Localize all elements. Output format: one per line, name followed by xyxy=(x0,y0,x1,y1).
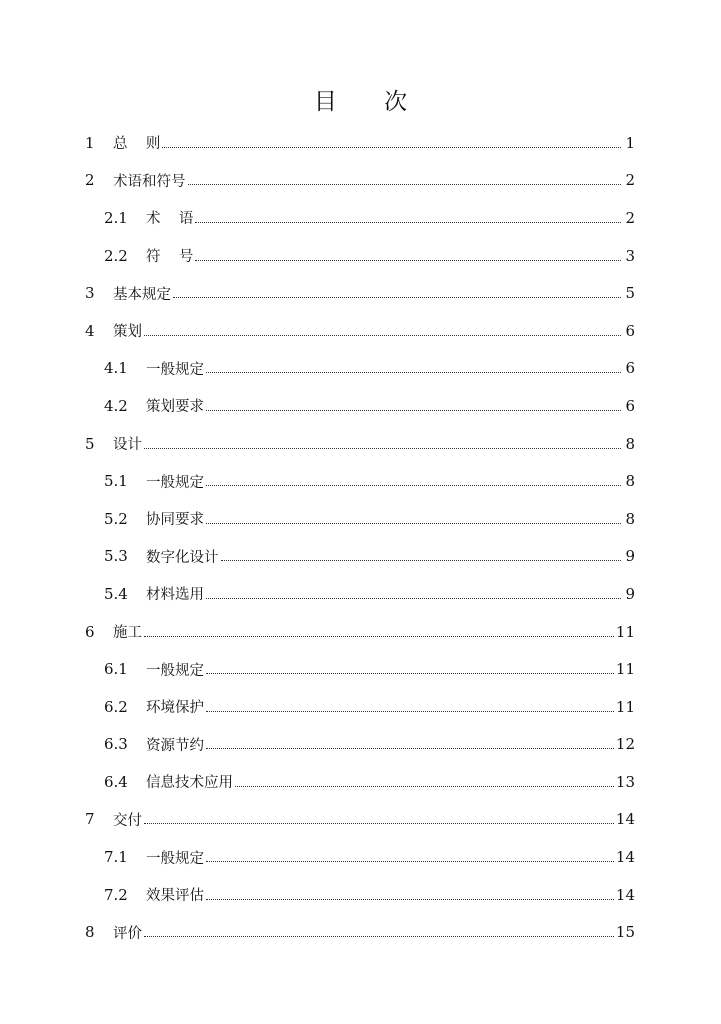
toc-entry[interactable] xyxy=(85,312,635,350)
toc-entry-label: 术语和符号 xyxy=(113,173,186,190)
toc-entry-number: 2.1 xyxy=(104,208,128,227)
toc-entry-page-number: 8 xyxy=(625,434,635,453)
toc-entry-page-number: 6 xyxy=(625,359,635,378)
toc-entry-number: 5.4 xyxy=(104,584,128,603)
toc-entry[interactable] xyxy=(85,575,635,613)
toc-entry-label: 效果评估 xyxy=(146,888,204,905)
toc-entry-label: 数字化设计 xyxy=(146,549,219,566)
toc-entry-label: 评价 xyxy=(113,925,142,942)
toc-entry-label: 一般规定 xyxy=(146,850,204,867)
dot-leader xyxy=(144,822,614,824)
toc-entry[interactable] xyxy=(85,425,635,463)
toc-entry-page-number: 12 xyxy=(615,735,635,754)
toc-entry[interactable] xyxy=(85,350,635,388)
toc-entry-label: 环境保护 xyxy=(146,700,204,717)
toc-entry[interactable] xyxy=(85,726,635,764)
toc-entry-label: 施工 xyxy=(113,625,142,642)
dot-leader xyxy=(206,371,621,373)
toc-entry-number: 3 xyxy=(85,284,95,303)
dot-leader xyxy=(206,409,621,411)
toc-entry[interactable] xyxy=(85,538,635,576)
toc-entry-number: 7.2 xyxy=(104,885,128,904)
toc-entry-label: 基本规定 xyxy=(113,286,171,303)
toc-entry[interactable] xyxy=(85,763,635,801)
page-title: 目 次 xyxy=(313,89,428,115)
toc-entry[interactable] xyxy=(85,124,635,162)
toc-entry-page-number: 2 xyxy=(625,208,635,227)
dot-leader xyxy=(144,635,614,637)
toc-entry-number: 6.4 xyxy=(104,772,128,791)
toc-entry-label: 术 语 xyxy=(146,211,194,228)
toc-entry[interactable] xyxy=(85,199,635,237)
toc-entry-label: 一般规定 xyxy=(146,474,204,491)
toc-entry-label: 材料选用 xyxy=(146,587,204,604)
toc-entry[interactable] xyxy=(85,876,635,914)
toc-entry[interactable] xyxy=(85,387,635,425)
dot-leader xyxy=(206,672,614,674)
toc-entry-number: 5.1 xyxy=(104,472,128,491)
toc-entry-number: 8 xyxy=(85,923,95,942)
toc-entry-page-number: 8 xyxy=(625,472,635,491)
dot-leader xyxy=(206,747,614,749)
toc-entry-number: 5 xyxy=(85,434,95,453)
toc-entry-label: 信息技术应用 xyxy=(146,775,233,792)
toc-entry[interactable] xyxy=(85,462,635,500)
toc-entry-label: 策划 xyxy=(113,324,142,341)
toc-entry-label: 协同要求 xyxy=(146,512,204,529)
toc-entry-page-number: 6 xyxy=(625,321,635,340)
toc-entry-page-number: 5 xyxy=(625,284,635,303)
toc-entry-page-number: 3 xyxy=(625,246,635,265)
toc-entry-label: 符 号 xyxy=(146,249,194,266)
dot-leader xyxy=(206,522,621,524)
dot-leader xyxy=(195,221,621,223)
dot-leader xyxy=(206,597,621,599)
toc-entry-page-number: 14 xyxy=(615,810,635,829)
dot-leader xyxy=(221,559,622,561)
toc-entry-number: 1 xyxy=(85,133,95,152)
toc-entry[interactable] xyxy=(85,688,635,726)
dot-leader xyxy=(206,898,614,900)
table-of-contents xyxy=(85,124,635,951)
dot-leader xyxy=(173,296,621,298)
toc-entry-number: 6.3 xyxy=(104,735,128,754)
toc-entry-page-number: 9 xyxy=(625,584,635,603)
dot-leader xyxy=(144,447,621,449)
toc-entry-label: 一般规定 xyxy=(146,662,204,679)
toc-entry[interactable] xyxy=(85,162,635,200)
toc-entry-page-number: 9 xyxy=(625,547,635,566)
dot-leader xyxy=(206,860,614,862)
toc-entry-page-number: 2 xyxy=(625,171,635,190)
toc-entry[interactable] xyxy=(85,613,635,651)
toc-entry-page-number: 14 xyxy=(615,848,635,867)
toc-entry[interactable] xyxy=(85,500,635,538)
dot-leader xyxy=(235,785,614,787)
dot-leader xyxy=(162,146,621,148)
dot-leader xyxy=(144,935,614,937)
dot-leader xyxy=(144,334,621,336)
toc-entry-label: 交付 xyxy=(113,812,142,829)
toc-entry-page-number: 6 xyxy=(625,396,635,415)
dot-leader xyxy=(188,183,622,185)
toc-entry-number: 4.2 xyxy=(104,396,128,415)
toc-entry-number: 7.1 xyxy=(104,848,128,867)
toc-entry-page-number: 13 xyxy=(615,772,635,791)
toc-entry[interactable] xyxy=(85,274,635,312)
toc-entry-number: 4.1 xyxy=(104,359,128,378)
toc-entry[interactable] xyxy=(85,838,635,876)
toc-entry-number: 7 xyxy=(85,810,95,829)
toc-entry[interactable] xyxy=(85,913,635,951)
toc-entry-page-number: 11 xyxy=(615,622,635,641)
dot-leader xyxy=(206,710,614,712)
toc-entry-page-number: 8 xyxy=(625,509,635,528)
toc-entry-number: 4 xyxy=(85,321,95,340)
toc-entry-page-number: 15 xyxy=(615,923,635,942)
toc-entry-label: 资源节约 xyxy=(146,737,204,754)
toc-entry[interactable] xyxy=(85,801,635,839)
toc-entry-number: 5.3 xyxy=(104,547,128,566)
toc-entry-number: 5.2 xyxy=(104,509,128,528)
toc-entry-number: 2 xyxy=(85,171,95,190)
dot-leader xyxy=(195,259,621,261)
toc-entry-number: 2.2 xyxy=(104,246,128,265)
toc-entry[interactable] xyxy=(85,650,635,688)
dot-leader xyxy=(206,484,621,486)
toc-entry-number: 6 xyxy=(85,622,95,641)
toc-entry-page-number: 11 xyxy=(615,697,635,716)
toc-entry-label: 一般规定 xyxy=(146,361,204,378)
toc-entry-label: 策划要求 xyxy=(146,399,204,416)
toc-entry-label: 设计 xyxy=(113,437,142,454)
toc-entry[interactable] xyxy=(85,237,635,275)
toc-entry-number: 6.2 xyxy=(104,697,128,716)
toc-entry-label: 总 则 xyxy=(113,136,161,153)
toc-entry-page-number: 14 xyxy=(615,885,635,904)
toc-entry-page-number: 11 xyxy=(615,660,635,679)
toc-entry-page-number: 1 xyxy=(625,133,635,152)
toc-entry-number: 6.1 xyxy=(104,660,128,679)
